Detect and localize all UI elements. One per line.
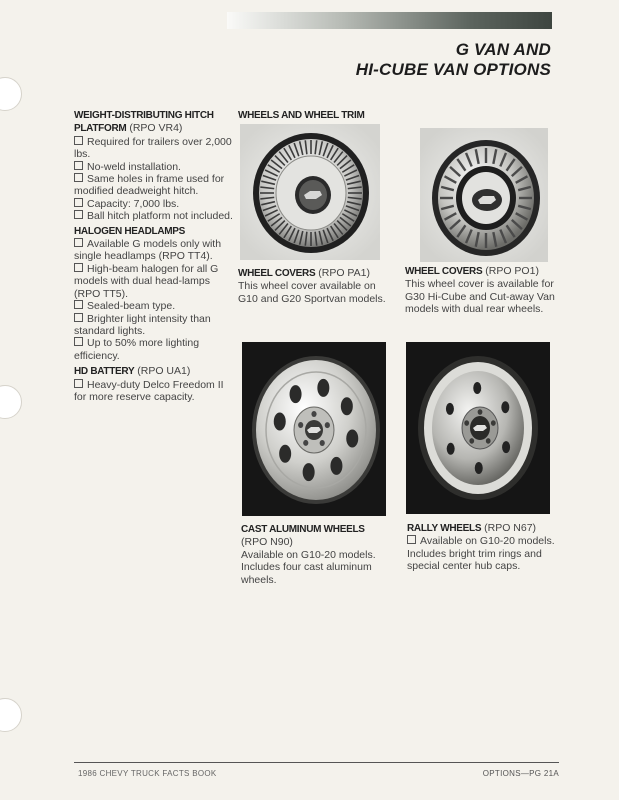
- wheel-cover-po1-caption: [405, 265, 555, 316]
- list-item: Ball hitch platform not included.: [74, 210, 234, 222]
- rally-wheel-photo: [406, 342, 550, 514]
- battery-heading-line: [74, 365, 234, 378]
- header-gradient-bar: [227, 12, 552, 29]
- page-title-line-1: G VAN AND: [455, 40, 551, 59]
- rally-wheels-text: Available on G10-20 models. Includes bright trim rings and special center hub caps.: [407, 535, 555, 573]
- list-item: Same holes in frame used for modified deadweight hitch.: [74, 173, 225, 198]
- cast-aluminum-wheel-photo: [242, 342, 386, 516]
- wheel-cover-pa1-caption: [238, 267, 388, 305]
- rally-wheels-text-line: [407, 535, 557, 572]
- hitch-bullet-list: [74, 136, 234, 223]
- list-item: Required for trailers over 2,000 lbs.: [74, 135, 232, 161]
- page-title: [356, 40, 551, 80]
- rally-wheels-rpo: (RPO N67): [484, 522, 537, 534]
- checkbox-square-icon: [74, 198, 83, 207]
- footer-rule: [74, 762, 559, 763]
- list-item: Brighter light intensity than standard lights.: [74, 312, 211, 337]
- hitch-section: [74, 109, 234, 223]
- wheel-cover-pa1-text: This wheel cover available on G10 and G20 Sportvan models.: [238, 280, 386, 305]
- left-column: [74, 109, 234, 405]
- binder-hole-top: [0, 77, 22, 111]
- wheel-cover-po1-title: WHEEL COVERS: [405, 266, 483, 277]
- cast-aluminum-text: Available on G10-20 models. Includes four cast aluminum wheels.: [241, 548, 376, 586]
- rally-wheels-title: RALLY WHEELS: [407, 523, 482, 534]
- cast-aluminum-title: CAST ALUMINUM WHEELS: [241, 524, 365, 535]
- hitch-rpo: (RPO VR4): [129, 122, 183, 135]
- checkbox-square-icon: [74, 379, 83, 388]
- wheel-cover-pa1-rpo: (RPO PA1): [318, 267, 370, 279]
- wheel-cover-po1-text: This wheel cover is available for G30 Hi-Cube and Cut-away Van models with dual rear wheels.: [405, 278, 555, 316]
- footer-book-title: 1986 CHEVY TRUCK FACTS BOOK: [78, 769, 217, 778]
- battery-heading: HD BATTERY: [74, 366, 135, 378]
- wheels-heading: WHEELS AND WHEEL TRIM: [238, 110, 365, 121]
- checkbox-square-icon: [74, 313, 83, 322]
- cast-aluminum-rpo: (RPO N90): [241, 536, 293, 549]
- list-item: High-beam halogen for all G models with dual head-lamps (RPO TT5).: [74, 262, 219, 300]
- checkbox-square-icon: [74, 337, 83, 346]
- battery-rpo: (RPO UA1): [137, 365, 191, 378]
- checkbox-square-icon: [74, 136, 83, 145]
- hitch-heading-line: [74, 109, 234, 136]
- binder-hole-middle: [0, 385, 22, 419]
- list-item: Heavy-duty Delco Freedom II for more reserve capacity.: [74, 378, 224, 403]
- cast-aluminum-caption: [241, 524, 391, 586]
- checkbox-square-icon: [74, 173, 83, 182]
- page-title-line-2: HI-CUBE VAN OPTIONS: [355, 60, 551, 79]
- wheel-cover-pa1-title: WHEEL COVERS: [238, 268, 316, 279]
- list-item: No-weld installation.: [74, 161, 234, 173]
- checkbox-square-icon: [74, 161, 83, 170]
- headlamps-heading: HALOGEN HEADLAMPS: [74, 225, 186, 237]
- list-item: Capacity: 7,000 lbs.: [74, 198, 234, 210]
- wheel-cover-pa1-photo: [240, 124, 380, 260]
- list-item: Up to 50% more lighting efficiency.: [74, 337, 200, 362]
- headlamps-section: [74, 226, 234, 362]
- checkbox-square-icon: [74, 300, 83, 309]
- list-item: Available G models only with single headlamps (RPO TT4).: [74, 238, 222, 263]
- footer-page-number: OPTIONS—PG 21A: [482, 769, 559, 778]
- rally-wheels-caption: [407, 522, 557, 573]
- hitch-heading: WEIGHT-DISTRIBUTING HITCH PLATFORM: [74, 110, 214, 135]
- wheel-cover-po1-rpo: (RPO PO1): [485, 265, 539, 277]
- checkbox-square-icon: [407, 535, 416, 544]
- checkbox-square-icon: [74, 263, 83, 272]
- headlamps-bullet-list: [74, 238, 234, 362]
- checkbox-square-icon: [74, 238, 83, 247]
- battery-section: [74, 365, 234, 403]
- wheel-cover-po1-photo: [420, 128, 548, 262]
- binder-hole-bottom: [0, 698, 22, 732]
- list-item: Sealed-beam type.: [74, 300, 234, 312]
- battery-bullet-list: [74, 379, 234, 404]
- checkbox-square-icon: [74, 210, 83, 219]
